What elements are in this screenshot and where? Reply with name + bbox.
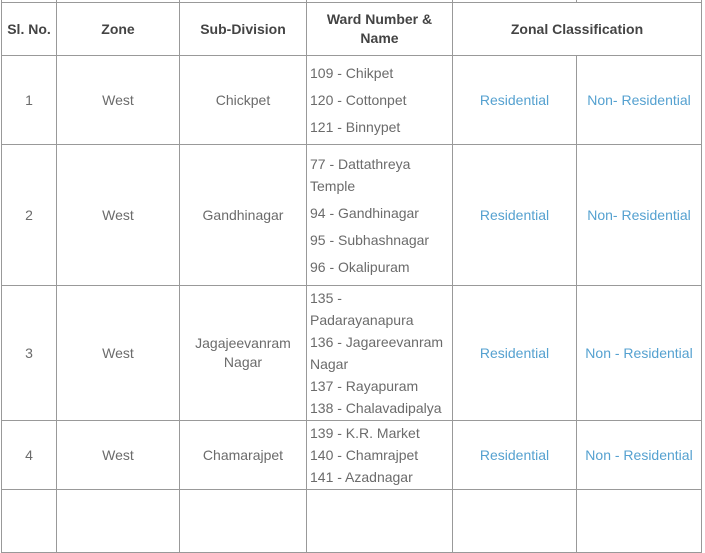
non-residential-link-cell — [577, 421, 702, 490]
non-residential-link[interactable]: Non- Residential — [587, 206, 691, 223]
row-sl-no: 2 — [2, 145, 57, 286]
cropped-row-bottom — [2, 490, 702, 553]
row-sl-no: 4 — [2, 421, 57, 490]
table-row — [2, 145, 702, 286]
residential-link[interactable]: Residential — [479, 91, 550, 108]
non-residential-link[interactable]: Non - Residential — [585, 446, 693, 463]
row-ward-list — [307, 56, 453, 145]
ward-entry: 139 - K.R. Market — [310, 425, 420, 441]
row-sub-division: Chamarajpet — [180, 421, 307, 490]
residential-link[interactable]: Residential — [479, 206, 550, 223]
residential-link-cell — [453, 421, 577, 490]
header-row — [2, 3, 702, 56]
row-sub-division: Jagajeevanram Nagar — [180, 286, 307, 421]
ward-entry: 135 - Padarayanapura — [310, 290, 414, 328]
row-ward-list — [307, 421, 453, 490]
ward-entry: 96 - Okalipuram — [310, 258, 410, 275]
residential-link[interactable]: Residential — [479, 446, 550, 463]
ward-entry: 136 - Jagareevanram Nagar — [310, 334, 444, 372]
row-ward-list — [307, 286, 453, 421]
ward-entry: 94 - Gandhinagar — [310, 204, 419, 221]
ward-entry: 121 - Binnypet — [310, 119, 401, 135]
ward-entry: 77 - Dattathreya Temple — [310, 155, 411, 194]
ward-entry: 95 - Subhashnagar — [310, 231, 430, 248]
ward-entry: 138 - Chalavadipalya — [310, 400, 442, 416]
row-zone: West — [57, 421, 180, 490]
non-residential-link-cell — [577, 145, 702, 286]
row-zone: West — [57, 145, 180, 286]
row-zone: West — [57, 286, 180, 421]
col-header-ward: Ward Number & Name — [307, 3, 453, 56]
col-header-zonal-classification: Zonal Classification — [453, 3, 702, 56]
residential-link-cell — [453, 286, 577, 421]
table-row — [2, 56, 702, 145]
row-zone: West — [57, 56, 180, 145]
col-header-zone: Zone — [57, 3, 180, 56]
non-residential-link[interactable]: Non- Residential — [587, 91, 691, 108]
ward-entry: 109 - Chikpet — [310, 65, 394, 81]
residential-link-cell — [453, 145, 577, 286]
non-residential-link[interactable]: Non - Residential — [585, 344, 693, 361]
row-sl-no: 3 — [2, 286, 57, 421]
row-ward-list — [307, 145, 453, 286]
ward-entry: 140 - Chamrajpet — [310, 447, 419, 463]
row-sub-division: Chickpet — [180, 56, 307, 145]
non-residential-link-cell — [577, 56, 702, 145]
row-sub-division: Gandhinagar — [180, 145, 307, 286]
row-sl-no: 1 — [2, 56, 57, 145]
ward-entry: 141 - Azadnagar — [310, 469, 413, 485]
table-row — [2, 421, 702, 490]
non-residential-link-cell — [577, 286, 702, 421]
col-header-sub-division: Sub-Division — [180, 3, 307, 56]
ward-entry: 120 - Cottonpet — [310, 92, 407, 108]
table-row — [2, 286, 702, 421]
residential-link-cell — [453, 56, 577, 145]
residential-link[interactable]: Residential — [479, 344, 550, 361]
col-header-sl-no: Sl. No. — [2, 3, 57, 56]
zonal-classification-table — [1, 0, 702, 553]
ward-entry: 137 - Rayapuram — [310, 378, 419, 394]
